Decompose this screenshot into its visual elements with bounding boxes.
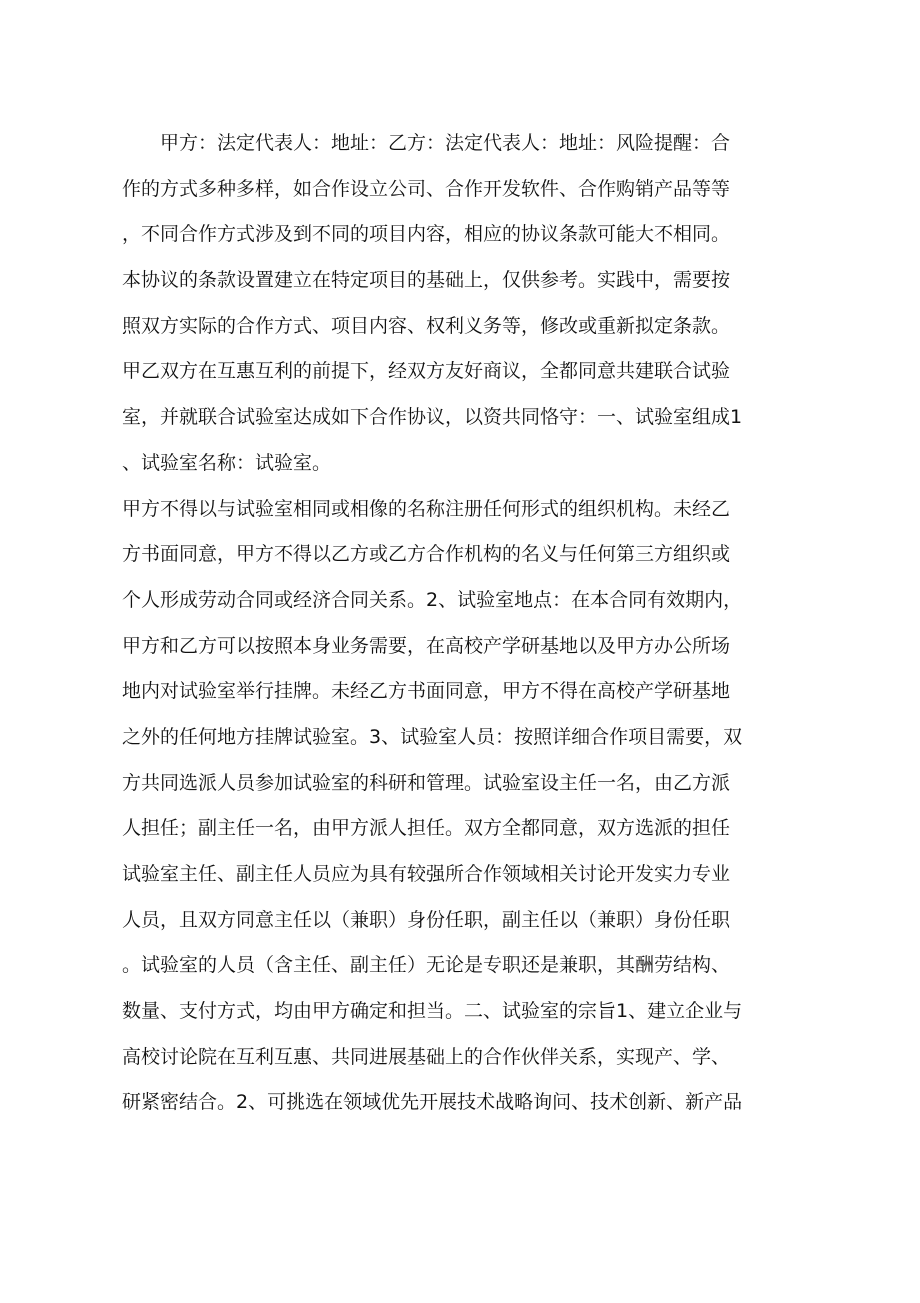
agreement-text (122, 128, 802, 1133)
text-line-13: 地内对试验室举行挂牌。未经乙方书面同意，甲方不得在高校产学研基地 (122, 680, 731, 703)
text-line-14: 之外的任何地方挂牌试验室。3、试验室人员：按照详细合作项目需要，双 (122, 725, 743, 748)
text-line-4: 本协议的条款设置建立在特定项目的基础上，仅供参考。实践中，需要按 (122, 269, 731, 292)
text-line-19: 。试验室的人员（含主任、副主任）无论是专职还是兼职，其酬劳结构、 (122, 954, 731, 977)
text-line-18: 人员，且双方同意主任以（兼职）身份任职，副主任以（兼职）身份任职 (122, 908, 731, 931)
text-line-21: 高校讨论院在互利互惠、共同进展基础上的合作伙伴关系，实现产、学、 (122, 1045, 731, 1068)
text-line-8: 、试验室名称：试验室。 (122, 451, 332, 474)
text-line-16: 人担任；副主任一名，由甲方派人担任。双方全都同意，双方选派的担任 (122, 817, 731, 840)
text-line-22: 研紧密结合。2、可挑选在领域优先开展技术战略询问、技术创新、新产品 (122, 1091, 743, 1114)
text-line-7: 室，并就联合试验室达成如下合作协议，以资共同恪守：一、试验室组成1 (122, 406, 743, 429)
text-line-2: 作的方式多种多样，如合作设立公司、合作开发软件、合作购销产品等等 (122, 177, 731, 200)
text-line-20: 数量、支付方式，均由甲方确定和担当。二、试验室的宗旨1、建立企业与 (122, 1000, 743, 1023)
text-line-12: 甲方和乙方可以按照本身业务需要，在高校产学研基地以及甲方办公所场 (122, 634, 731, 657)
text-line-6: 甲乙双方在互惠互利的前提下，经双方友好商议，全都同意共建联合试验 (122, 360, 731, 383)
text-line-11: 个人形成劳动合同或经济合同关系。2、试验室地点：在本合同有效期内， (122, 588, 743, 611)
text-line-5: 照双方实际的合作方式、项目内容、权利义务等，修改或重新拟定条款。 (122, 314, 731, 337)
text-line-10: 方书面同意，甲方不得以乙方或乙方合作机构的名义与任何第三方组织或 (122, 543, 731, 566)
text-line-3: ，不同合作方式涉及到不同的项目内容，相应的协议条款可能大不相同。 (122, 223, 731, 246)
text-line-17: 试验室主任、副主任人员应为具有较强所合作领域相关讨论开发实力专业 (122, 863, 731, 885)
text-line-1: 甲方：法定代表人：地址：乙方：法定代表人：地址：风险提醒：合 (122, 132, 731, 154)
text-line-9: 甲方不得以与试验室相同或相像的名称注册任何形式的组织机构。未经乙 (122, 497, 731, 520)
text-line-15: 方共同选派人员参加试验室的科研和管理。试验室设主任一名，由乙方派 (122, 771, 731, 794)
